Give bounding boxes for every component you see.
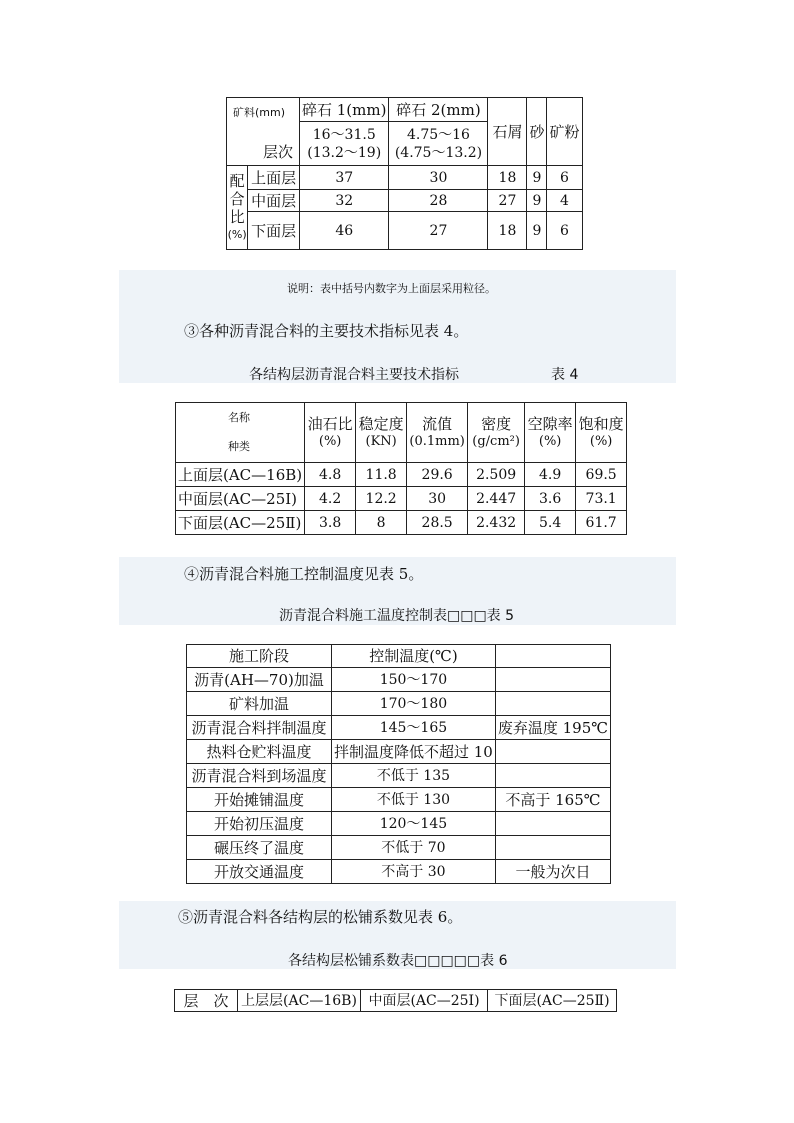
type-label: 上面层(AC—16B) [176,463,305,487]
loose-coefficient-table [174,989,617,1012]
header-cell [305,403,356,463]
corner-bottom-label: 层次 [262,143,293,161]
paragraph-3: ③各种沥青混合料的主要技术指标见表 4。 [184,322,469,340]
table-cell: 3.8 [305,511,356,535]
layer-label: 中面层 [248,190,300,212]
caption-table-5: 沥青混合料施工温度控制表□□□表 5 [279,608,515,624]
table-cell: 2.432 [468,511,525,535]
temperature-cell: 不高于 30 [332,860,496,884]
remark-cell [495,668,610,692]
corner-cell [227,98,300,166]
temperature-cell: 不低于 70 [332,836,496,860]
header-cell [407,403,468,463]
stage-label: 沥青混合料拌制温度 [187,716,332,740]
stage-label: 开始初压温度 [187,812,332,836]
table-cell: 27 [488,190,527,212]
table-note: 说明：表中括号内数字为上面层采用粒径。 [287,282,496,295]
table-cell: 29.6 [407,463,468,487]
table-cell: 18 [488,166,527,190]
header-unit: (%) [589,433,613,449]
header-cell: 控制温度(℃) [332,645,496,668]
table-cell: 6 [547,166,582,190]
table-cell: 4 [547,190,582,212]
stage-label: 矿料加温 [187,692,332,716]
table-cell: 9 [527,212,547,250]
type-label: 中面层(AC—25Ⅰ) [176,487,305,511]
header-name: 稳定度 [358,414,404,433]
remark-cell: 废弃温度 195℃ [495,716,610,740]
col2-name: 碎石 2(mm) [389,98,488,122]
temperature-cell: 不低于 135 [332,764,496,788]
col3-header: 石屑 [488,98,527,166]
caption-table-6: 各结构层松铺系数表□□□□□表 6 [288,953,508,969]
stage-label: 碾压终了温度 [187,836,332,860]
col1-range-main: 16～31.5 [312,126,376,143]
table-cell: 28.5 [407,511,468,535]
type-label: 下面层(AC—25Ⅱ) [176,511,305,535]
header-cell [525,403,576,463]
stage-label: 沥青(AH—70)加温 [187,668,332,692]
header-name: 流值 [422,414,453,433]
table-cell: 9 [527,190,547,212]
mix-ratio-table [226,97,583,250]
col2-range-main: 4.75～16 [406,126,470,143]
table-cell: 30 [407,487,468,511]
temperature-cell: 拌制温度降低不超过 10 [332,740,496,764]
table-cell: 4.9 [525,463,576,487]
table-cell: 28 [389,190,488,212]
remark-cell: 不高于 165℃ [495,788,610,812]
remark-cell [495,812,610,836]
temperature-cell: 不低于 130 [332,788,496,812]
header-cell: 下面层(AC—25Ⅱ) [488,990,617,1012]
table-cell: 2.509 [468,463,525,487]
col5-header: 矿粉 [547,98,582,166]
header-cell: 中面层(AC—25Ⅰ) [361,990,488,1012]
remark-cell [495,764,610,788]
remark-cell [495,836,610,860]
stage-label: 沥青混合料到场温度 [187,764,332,788]
header-name: 密度 [481,414,512,433]
table-cell: 3.6 [525,487,576,511]
header-cell [468,403,525,463]
header-cell [356,403,407,463]
temperature-cell: 150～170 [332,668,496,692]
group-label-2: 合 [229,189,245,208]
table-cell: 32 [300,190,389,212]
stage-label: 开放交通温度 [187,860,332,884]
table-cell: 18 [488,212,527,250]
stage-label: 开始摊铺温度 [187,788,332,812]
temperature-control-table [186,644,611,884]
header-cell: 施工阶段 [187,645,332,668]
col2-range-alt: (4.75～13.2) [394,144,483,161]
paragraph-5: ⑤沥青混合料各结构层的松铺系数见表 6。 [178,908,463,926]
table-cell: 4.2 [305,487,356,511]
remark-cell [495,692,610,716]
header-name: 饱和度 [578,414,624,433]
table-cell: 61.7 [576,511,627,535]
table-cell: 37 [300,166,389,190]
table-cell: 30 [389,166,488,190]
header-cell: 层 次 [175,990,238,1012]
table-cell: 5.4 [525,511,576,535]
paragraph-4: ④沥青混合料施工控制温度见表 5。 [184,565,424,583]
remark-cell [495,740,610,764]
table-cell: 11.8 [356,463,407,487]
header-name: 空隙率 [527,414,573,433]
temperature-cell: 120～145 [332,812,496,836]
layer-label: 下面层 [248,212,300,250]
header-cell [576,403,627,463]
table-cell: 73.1 [576,487,627,511]
group-label-3: 比 [229,207,245,226]
corner-cell [176,403,305,463]
layer-label: 上面层 [248,166,300,190]
header-unit: (%) [538,433,562,449]
caption-table-4: 各结构层沥青混合料主要技术指标 [249,367,459,383]
temperature-cell: 170～180 [332,692,496,716]
corner-bottom-label: 种类 [228,440,250,453]
table-cell: 69.5 [576,463,627,487]
header-unit: (KN) [365,433,397,449]
group-label-4: (%) [227,227,247,241]
group-label-1: 配 [229,171,245,190]
caption-table-4-number: 表 4 [551,367,579,383]
table-cell: 6 [547,212,582,250]
header-name: 油石比 [307,414,353,433]
header-cell: 上层层(AC—16B) [238,990,361,1012]
table-cell: 12.2 [356,487,407,511]
header-unit: (0.1mm) [409,433,465,449]
col1-range-alt: (13.2～19) [307,144,382,161]
col2-range [389,122,488,166]
header-unit: (g/cm²) [472,433,520,449]
table-cell: 4.8 [305,463,356,487]
table-cell: 9 [527,166,547,190]
table-cell: 2.447 [468,487,525,511]
group-label [227,166,248,250]
table-cell: 46 [300,212,389,250]
corner-top-label: 名称 [228,411,250,424]
header-cell [495,645,610,668]
col4-header: 砂 [527,98,547,166]
table-cell: 27 [389,212,488,250]
header-unit: (%) [318,433,342,449]
tech-index-table [175,402,627,535]
remark-cell: 一般为次日 [495,860,610,884]
corner-top-label: 矿料(mm) [233,106,286,119]
stage-label: 热料仓贮料温度 [187,740,332,764]
temperature-cell: 145～165 [332,716,496,740]
col1-name: 碎石 1(mm) [300,98,389,122]
table-cell: 8 [356,511,407,535]
col1-range [300,122,389,166]
